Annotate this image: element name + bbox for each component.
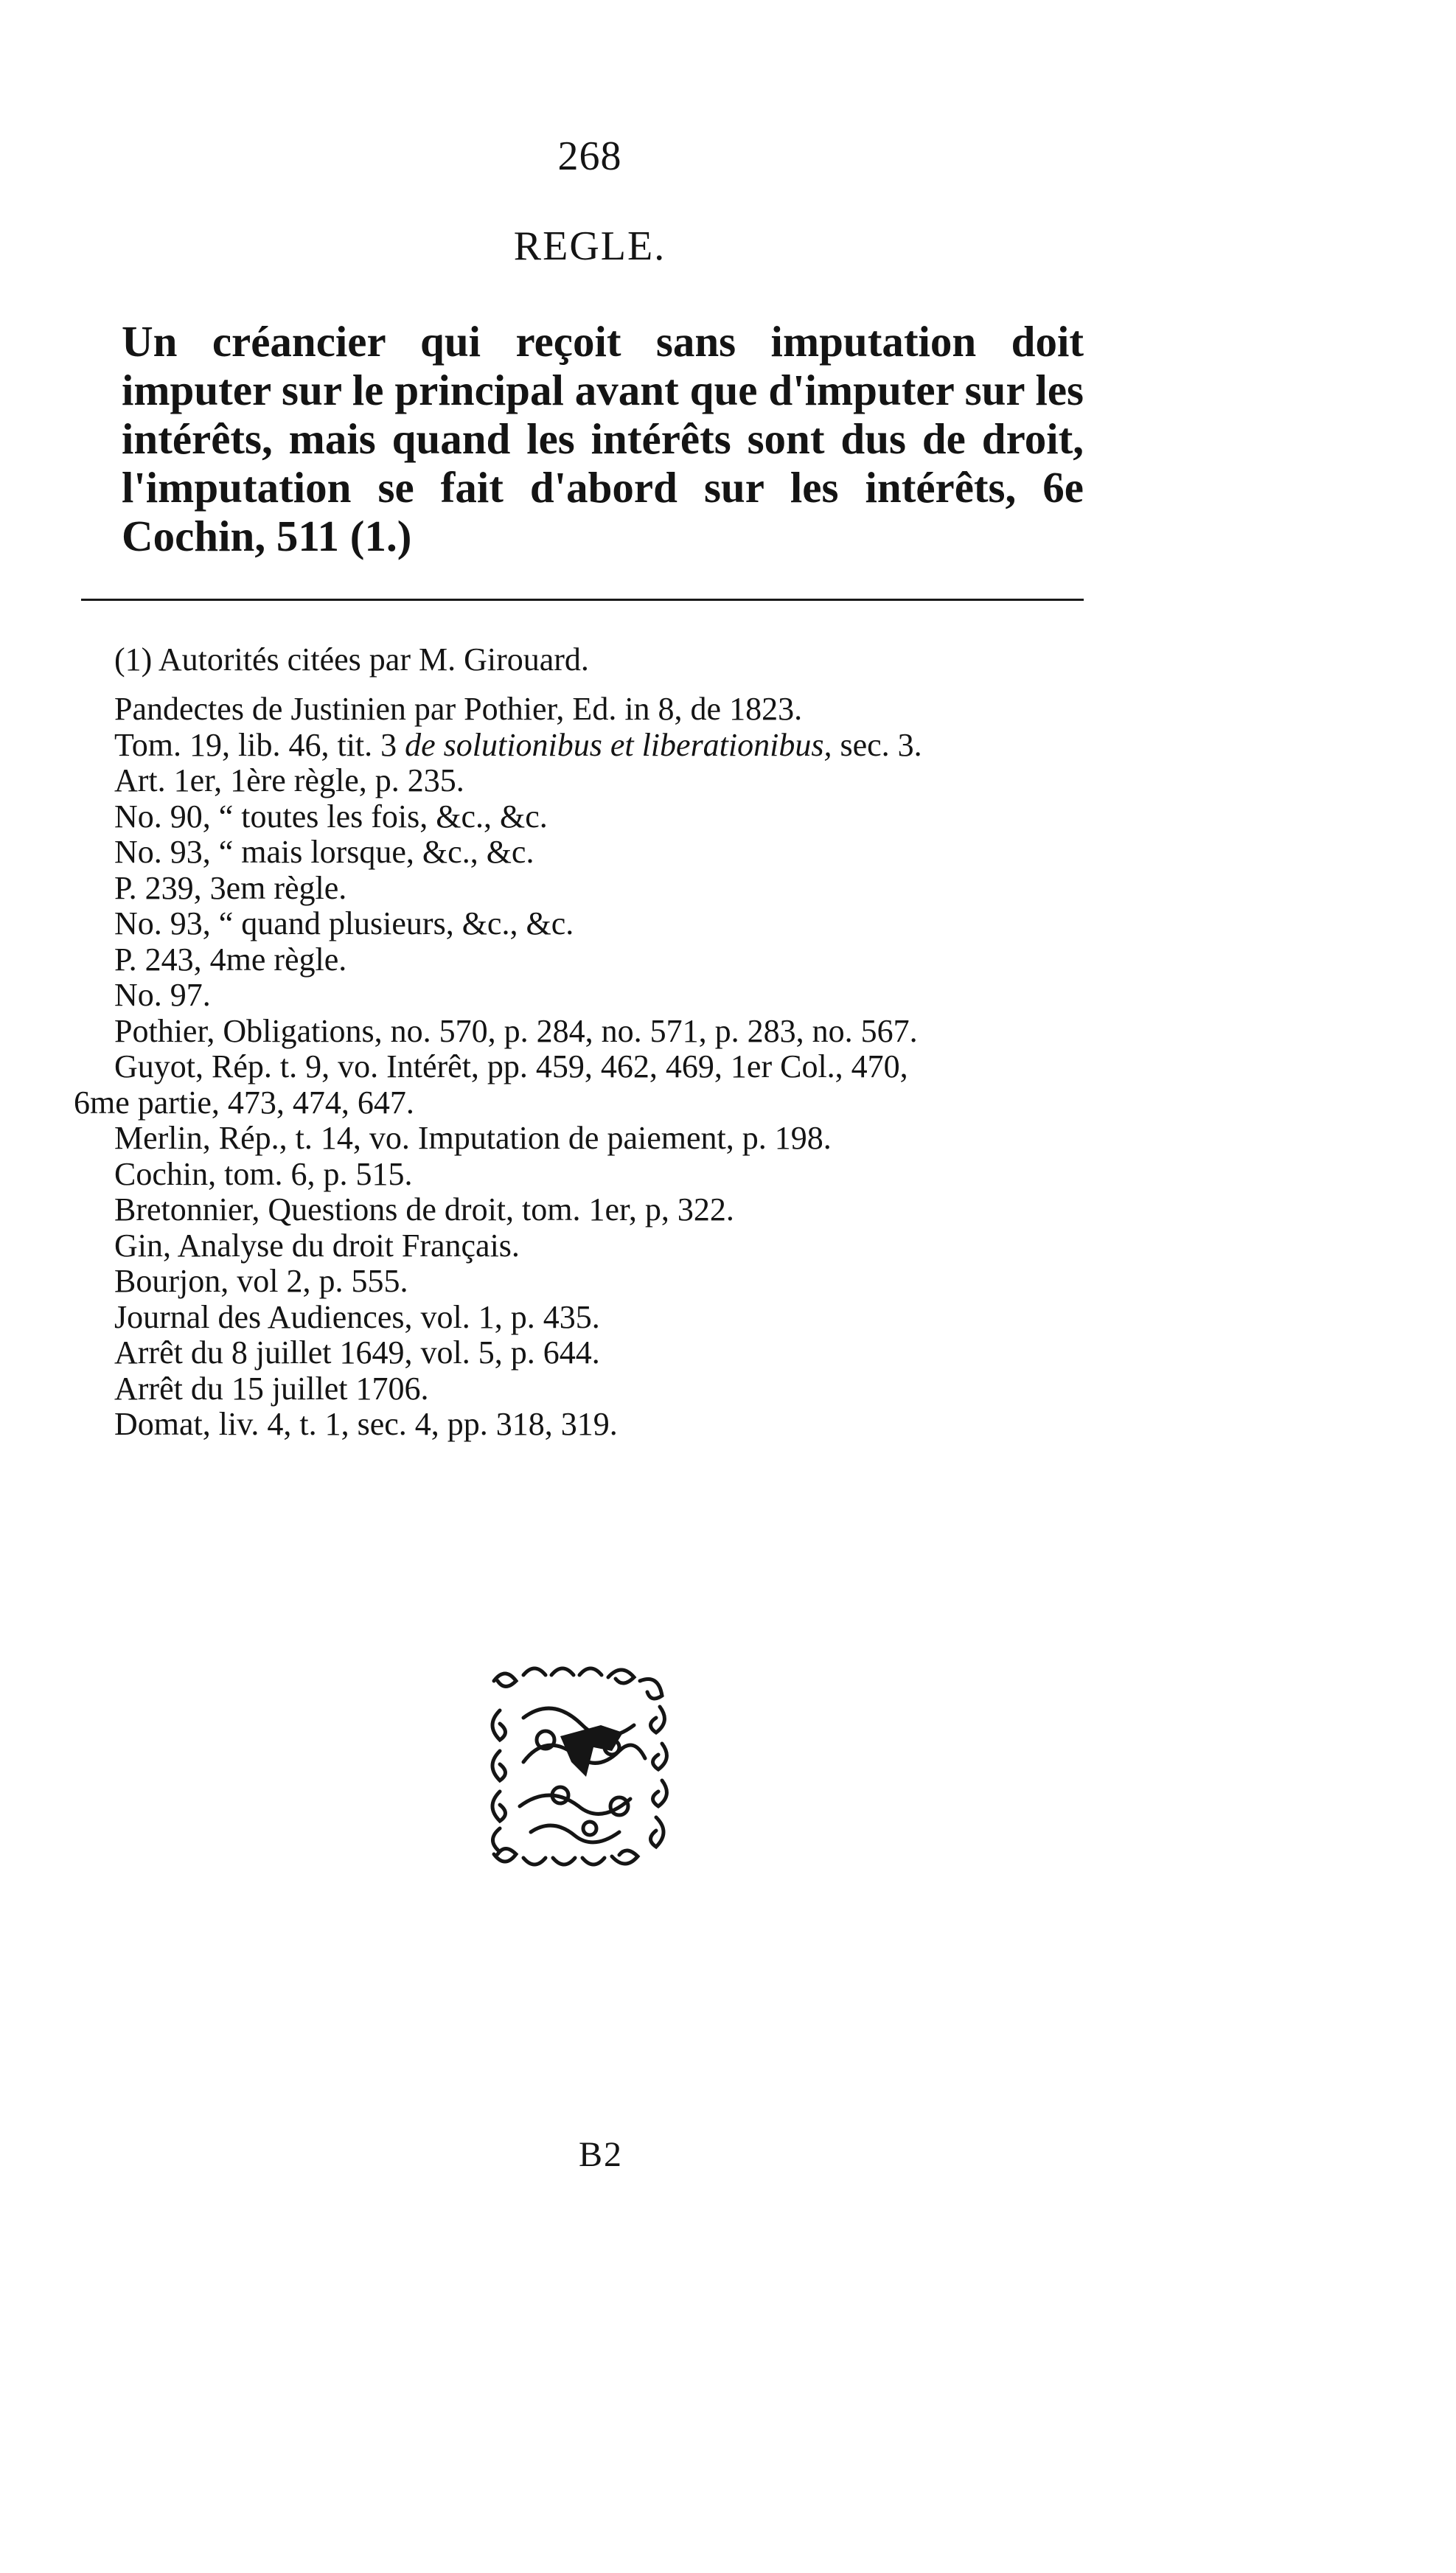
citation-item: Gin, Analyse du droit Français. [114, 1227, 520, 1264]
citation-italic-title: de solutionibus et liberationibus, [405, 726, 832, 763]
citation-item: Arrêt du 15 juillet 1706. [114, 1370, 429, 1407]
citation-item-continued: 6me partie, 473, 474, 647. [74, 1084, 414, 1121]
citation-item: P. 239, 3em règle. [114, 869, 347, 906]
citation-item: No. 93, “ quand plusieurs, &c., &c. [114, 905, 574, 941]
citation-item: Bourjon, vol 2, p. 555. [114, 1263, 408, 1299]
citation-item: Guyot, Rép. t. 9, vo. Intérêt, pp. 459, 462, 469, 1er Col., 470, [114, 1048, 908, 1084]
citation-item: Pandectes de Justinien par Pothier, Ed. in 8, de 1823. [114, 691, 803, 727]
citation-item: Bretonnier, Questions de droit, tom. 1er, p, 322. [114, 1191, 734, 1228]
footnote-divider [81, 599, 1084, 601]
citation-item: Art. 1er, 1ère règle, p. 235. [114, 762, 464, 798]
citation-item: Merlin, Rép., t. 14, vo. Imputation de paiement, p. 198. [114, 1120, 832, 1156]
citation-item: No. 93, “ mais lorsque, &c., &c. [114, 834, 534, 870]
citation-item: No. 90, “ toutes les fois, &c., &c. [114, 798, 548, 835]
citation-item: Pothier, Obligations, no. 570, p. 284, no. 571, p. 283, no. 567. [114, 1012, 918, 1049]
citation-suffix: sec. 3. [832, 726, 922, 763]
citation-item: Arrêt du 8 juillet 1649, vol. 5, p. 644. [114, 1334, 600, 1371]
rule-paragraph: Un créancier qui reçoit sans imputation doit imputer sur le principal avant que d'imputer sur les intérêts, mais quand les intérêts sont dus de droit, l'imputation se fait d'abord sur les intérêts, 6e Cochin, 511 (1.) [122, 317, 1084, 560]
citation-item: Journal des Audiences, vol. 1, p. 435. [114, 1298, 600, 1335]
signature-mark: B2 [578, 2135, 623, 2174]
page-number: 268 [557, 133, 622, 179]
citation-text: Tom. 19, lib. 46, tit. 3 [114, 726, 397, 763]
citation-item: Domat, liv. 4, t. 1, sec. 4, pp. 318, 319. [114, 1406, 618, 1442]
floral-ornament-icon [479, 1659, 678, 1873]
citation-item: P. 243, 4me règle. [114, 941, 347, 978]
footnote-label: (1) Autorités citées par M. Girouard. [114, 641, 589, 678]
citation-item: Cochin, tom. 6, p. 515. [114, 1155, 413, 1192]
citation-item [114, 728, 1117, 764]
citation-list [74, 691, 1117, 1443]
citation-item: No. 97. [114, 977, 211, 1013]
rule-heading: REGLE. [513, 223, 666, 269]
